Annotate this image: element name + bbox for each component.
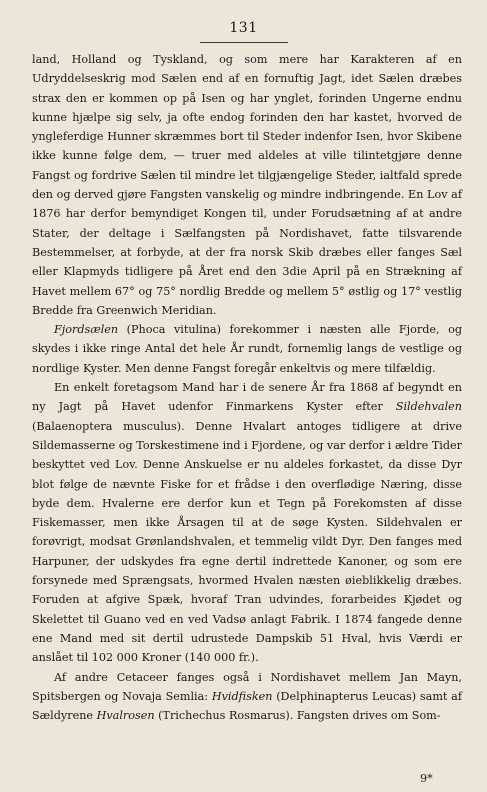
text-segment: Af andre Cetaceer fanges også i Nordishavet mellem Jan Mayn, Spitsbergen og Novaja Semlia: — [32, 670, 462, 703]
italic-term: Sildehvalen — [395, 400, 462, 414]
page-number: 131 — [229, 20, 258, 36]
text-segment: land, Holland og Tyskland, og som mere har Karakteren af en Udryddelseskrig mod Sælen end af en fornuftig Jagt, idet Sælen dræbes strax den er kommen op på Isen og har ynglet, forinden Ungerne endnu kunne hjælpe sig selv, ja ofte endog forinden den har kastet, hvorved de yngleferdige Hunner skræmmes bort til Steder indenfor Isen, hvor Skibene ikke kunne følge dem, — truer med aldeles at ville tilintetgjøre denne Fangst og fordrive Sælen til mindre let tilgjængelige Steder, ialtfald sprede den og derved gjøre Fangsten vanskelig og mindre indbringende. En Lov af 1876 har derfor bemyndiget Kongen til, under Forudsætning af at andre Stater, der deltage i Sælfangsten på Nordishavet, fatte tilsvarende Bestemmelser, at forbyde, at der fra norsk Skib dræbes eller fanges Sæl eller Klapmyds tidligere på Året end den 3die April på en Strækning af Havet mellem 67° og 75° nordlig Bredde og mellem 5° østlig og 17° vestlig Bredde fra Greenwich Meridian. — [32, 53, 462, 317]
text-segment: (Phoca vitulina) forekommer i næsten alle Fjorde, og skydes i ikke ringe Antal det hele År rundt, fornemlig langs de vestlige og nordlige Kyster. Men denne Fangst foregår enkeltvis og mere tilfældig. — [32, 323, 462, 375]
italic-term: Hvidfisken — [211, 689, 273, 703]
paragraph — [32, 50, 462, 320]
text-segment: (Delphinapterus Leucas) samt af Sældyrene — [32, 689, 462, 723]
paragraph — [32, 320, 462, 378]
italic-term: Hvalrosen — [96, 709, 155, 723]
signature-mark: 9* — [420, 772, 433, 785]
text-segment: En enkelt foretagsom Mand har i de senere År fra 1868 af begyndt en ny Jagt på Havet udenfor Finmarkens Kyster efter — [32, 381, 462, 414]
text-segment: (Balaenoptera musculus). Denne Hvalart antoges tidligere at drive Sildemasserne og Torskestimene ind i Fjordene, og var derfor i ældre Tider beskyttet ved Lov. Denne Anskuelse er nu aldeles forkastet, da disse Dyr blot følge de nævnte Fiske for et frådse i den overflødige Næring, disse byde dem. Hvalerne ere derfor kun et Tegn på Forekomsten af disse Fiskemasser, men ikke Årsagen til at de søge Kysten. Sildehvalen er forøvrigt, modsat Grønlandshvalen, et temmelig vildt Dyr. Den fanges med Harpuner, der udskydes fra egne dertil indrettede Kanoner, og som ere forsynede med Sprængsats, hvormed Hvalen næsten øieblikkelig dræbes. Foruden at afgive Spæk, hvoraf Tran udvindes, forarbeides Kjødet og Skelettet til Guano ved en ved Vadsø anlagt Fabrik. I 1874 fangede denne ene Mand med sit dertil udrustede Dampskib 51 Hval, hvis Værdi er anslået til 102 000 Kroner (140 000 fr.). — [32, 419, 462, 665]
italic-term: Fjordsælen — [54, 323, 119, 337]
header-rule — [200, 42, 288, 43]
paragraph — [32, 378, 462, 667]
text-body — [32, 50, 462, 725]
text-segment: (Trichechus Rosmarus). Fangsten drives om Som- — [154, 709, 441, 723]
paragraph — [32, 668, 462, 726]
